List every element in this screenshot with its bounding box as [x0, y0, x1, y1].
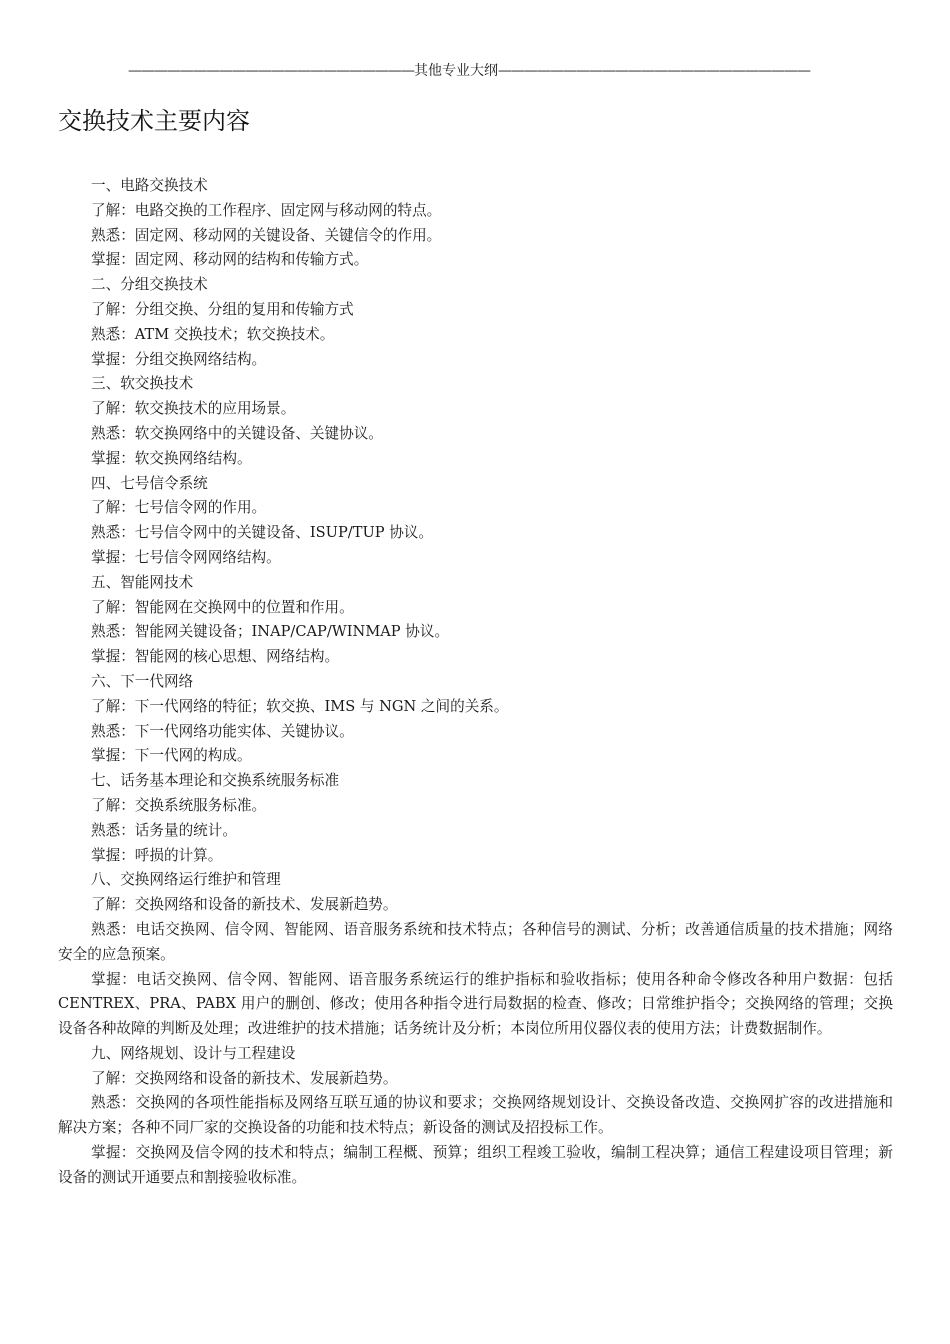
- paragraph: 了解：交换网络和设备的新技术、发展新趋势。: [91, 896, 398, 914]
- section-heading: 七、话务基本理论和交换系统服务标准: [91, 772, 340, 790]
- section-heading: 二、分组交换技术: [91, 276, 208, 294]
- paragraph: 掌握：固定网、移动网的结构和传输方式。: [91, 251, 369, 269]
- paragraph: 了解：下一代网络的特征；软交换、IMS 与 NGN 之间的关系。: [91, 697, 509, 715]
- paragraph: 了解：交换系统服务标准。: [91, 796, 267, 814]
- paragraph: 了解：交换网络和设备的新技术、发展新趋势。: [91, 1069, 398, 1087]
- paragraph: 掌握：智能网的核心思想、网络结构。: [91, 648, 340, 666]
- paragraph: 熟悉：电话交换网、信令网、智能网、语音服务系统和技术特点；各种信号的测试、分析；改善通信质量的技术措施；网络安全的应急预案。: [58, 920, 893, 963]
- paragraph: 掌握：下一代网的构成。: [91, 747, 252, 765]
- document-body: [58, 174, 893, 1191]
- header-rule-left: ——————————————————————: [128, 63, 414, 79]
- paragraph: 熟悉：智能网关键设备；INAP/CAP/WINMAP 协议。: [91, 623, 450, 641]
- header-label: 其他专业大纲: [414, 63, 498, 79]
- paragraph: 熟悉：七号信令网中的关键设备、ISUP/TUP 协议。: [91, 524, 433, 542]
- header-rule-right: ————————————————————————: [498, 63, 810, 79]
- paragraph: 掌握：分组交换网络结构。: [91, 350, 267, 368]
- paragraph: 了解：七号信令网的作用。: [91, 499, 267, 517]
- paragraph: 掌握：七号信令网网络结构。: [91, 548, 281, 566]
- paragraph: 掌握：电话交换网、信令网、智能网、语音服务系统运行的维护指标和验收指标；使用各种命令修改各种用户数据：包括 CENTREX、PRA、PABX 用户的删创、修改；使用各种指令进行局数据的检查、修改；日常维护指令；交换网络的管理；交换设备各种故障的判断及处理；改进维护的技术措施；话务统计及分析；本岗位所用仪器仪表的使用方法；计费数据制作。: [58, 970, 893, 1038]
- paragraph: 了解：分组交换、分组的复用和传输方式: [91, 300, 354, 318]
- paragraph: 熟悉：固定网、移动网的关键设备、关键信令的作用。: [91, 226, 442, 244]
- section-heading: 九、网络规划、设计与工程建设: [91, 1044, 296, 1062]
- section-heading: 六、下一代网络: [91, 672, 194, 690]
- paragraph: 掌握：交换网及信令网的技术和特点；编制工程概、预算；组织工程竣工验收，编制工程决算；通信工程建设项目管理；新设备的测试开通要点和割接验收标准。: [58, 1144, 893, 1186]
- paragraph: 熟悉：ATM 交换技术；软交换技术。: [91, 325, 335, 343]
- paragraph: 熟悉：软交换网络中的关键设备、关键协议。: [91, 424, 383, 442]
- section-heading: 五、智能网技术: [91, 573, 194, 591]
- document-title: 交换技术主要内容: [58, 107, 250, 135]
- section-heading: 一、电路交换技术: [91, 177, 208, 194]
- paragraph: 掌握：呼损的计算。: [91, 846, 223, 864]
- page-header: [58, 60, 880, 82]
- section-heading: 三、软交换技术: [91, 375, 194, 393]
- paragraph: 熟悉：下一代网络功能实体、关键协议。: [91, 722, 354, 740]
- paragraph: 掌握：软交换网络结构。: [91, 449, 252, 467]
- paragraph: 了解：智能网在交换网中的位置和作用。: [91, 598, 354, 616]
- paragraph: 熟悉：交换网的各项性能指标及网络互联互通的协议和要求；交换网络规划设计、交换设备改造、交换网扩容的改进措施和解决方案；各种不同厂家的交换设备的功能和技术特点；新设备的测试及招投标工作。: [58, 1094, 893, 1137]
- paragraph: 了解：电路交换的工作程序、固定网与移动网的特点。: [91, 201, 442, 219]
- section-heading: 八、交换网络运行维护和管理: [91, 871, 281, 889]
- section-heading: 四、七号信令系统: [91, 474, 208, 492]
- paragraph: 了解：软交换技术的应用场景。: [91, 400, 296, 418]
- paragraph: 熟悉：话务量的统计。: [91, 821, 237, 839]
